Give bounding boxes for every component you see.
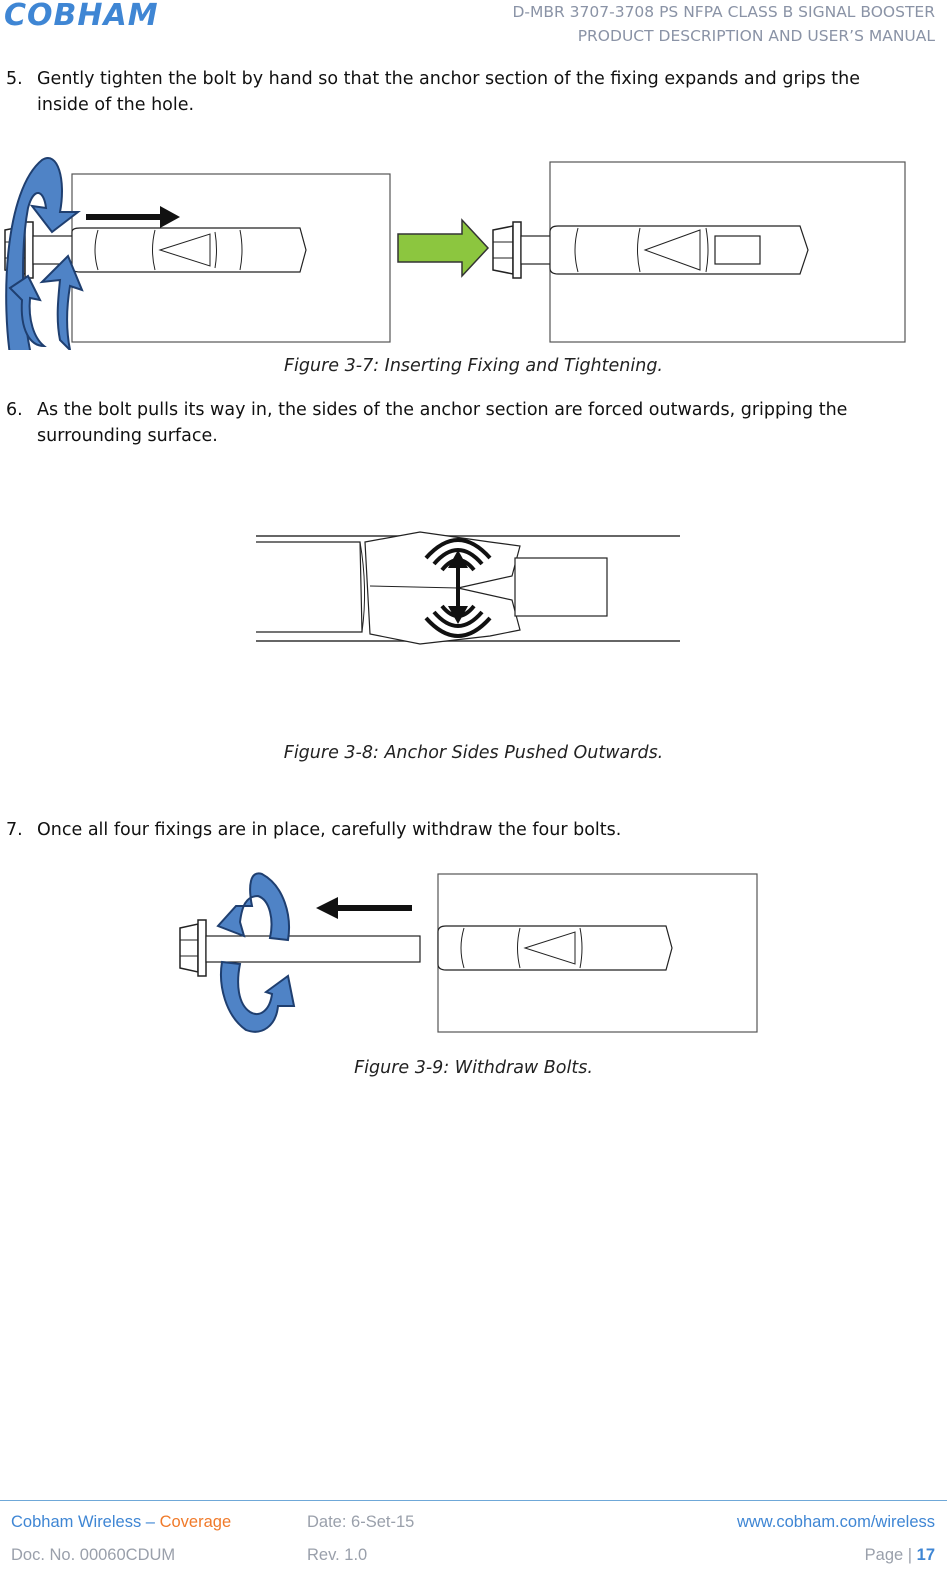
footer-revision: Rev. 1.0 bbox=[307, 1546, 368, 1564]
page-number: 17 bbox=[916, 1546, 935, 1564]
footer-divider bbox=[0, 1500, 947, 1501]
figure-caption: Figure 3-7: Inserting Fixing and Tightening. bbox=[283, 356, 663, 376]
document-title bbox=[512, 0, 935, 48]
cobham-logo bbox=[2, 0, 202, 28]
step-text: Gently tighten the bolt by hand so that the anchor section of the fixing expands and grips the inside of the hole. bbox=[37, 69, 861, 115]
footer-doc-number: Doc. No. 00060CDUM bbox=[11, 1546, 176, 1564]
bolt bbox=[180, 920, 420, 976]
figure-3-8-diagram bbox=[250, 528, 690, 653]
footer-date: Date: 6-Set-15 bbox=[307, 1513, 415, 1531]
arrow-right-icon bbox=[398, 220, 488, 276]
footer-company bbox=[11, 1513, 231, 1532]
step-text: Once all four fixings are in place, carefully withdraw the four bolts. bbox=[37, 820, 622, 840]
document-title-line2: PRODUCT DESCRIPTION AND USER’S MANUAL bbox=[577, 27, 935, 45]
company-name: Cobham Wireless bbox=[11, 1513, 142, 1531]
figure-caption: Figure 3-9: Withdraw Bolts. bbox=[354, 1058, 593, 1078]
step-number: 5. bbox=[6, 69, 23, 89]
document-title-line1: D-MBR 3707-3708 PS NFPA CLASS B SIGNAL BOOSTER bbox=[512, 3, 935, 21]
footer-website-link[interactable]: www.cobham.com/wireless bbox=[736, 1513, 935, 1531]
company-dash: – bbox=[141, 1513, 160, 1531]
anchor-fixing bbox=[72, 228, 306, 272]
page-label: Page | bbox=[864, 1546, 917, 1564]
arrow-left-icon bbox=[316, 897, 412, 919]
bolt bbox=[493, 222, 551, 278]
step-number: 6. bbox=[6, 400, 23, 420]
logo-text: COBHAM bbox=[4, 0, 159, 28]
step-number: 7. bbox=[6, 820, 23, 840]
anchor-fixing bbox=[256, 532, 607, 644]
figure-caption: Figure 3-8: Anchor Sides Pushed Outwards. bbox=[283, 743, 664, 763]
coverage-label: Coverage bbox=[159, 1513, 232, 1531]
step-text: As the bolt pulls its way in, the sides of the anchor section are forced outwards, gripping the surrounding surface. bbox=[37, 400, 848, 446]
anchor-fixing bbox=[438, 926, 672, 970]
footer-page bbox=[865, 1546, 935, 1565]
anchor-fixing bbox=[550, 226, 808, 274]
figure-3-7-diagram bbox=[0, 150, 947, 350]
figure-3-9-diagram bbox=[170, 866, 770, 1038]
